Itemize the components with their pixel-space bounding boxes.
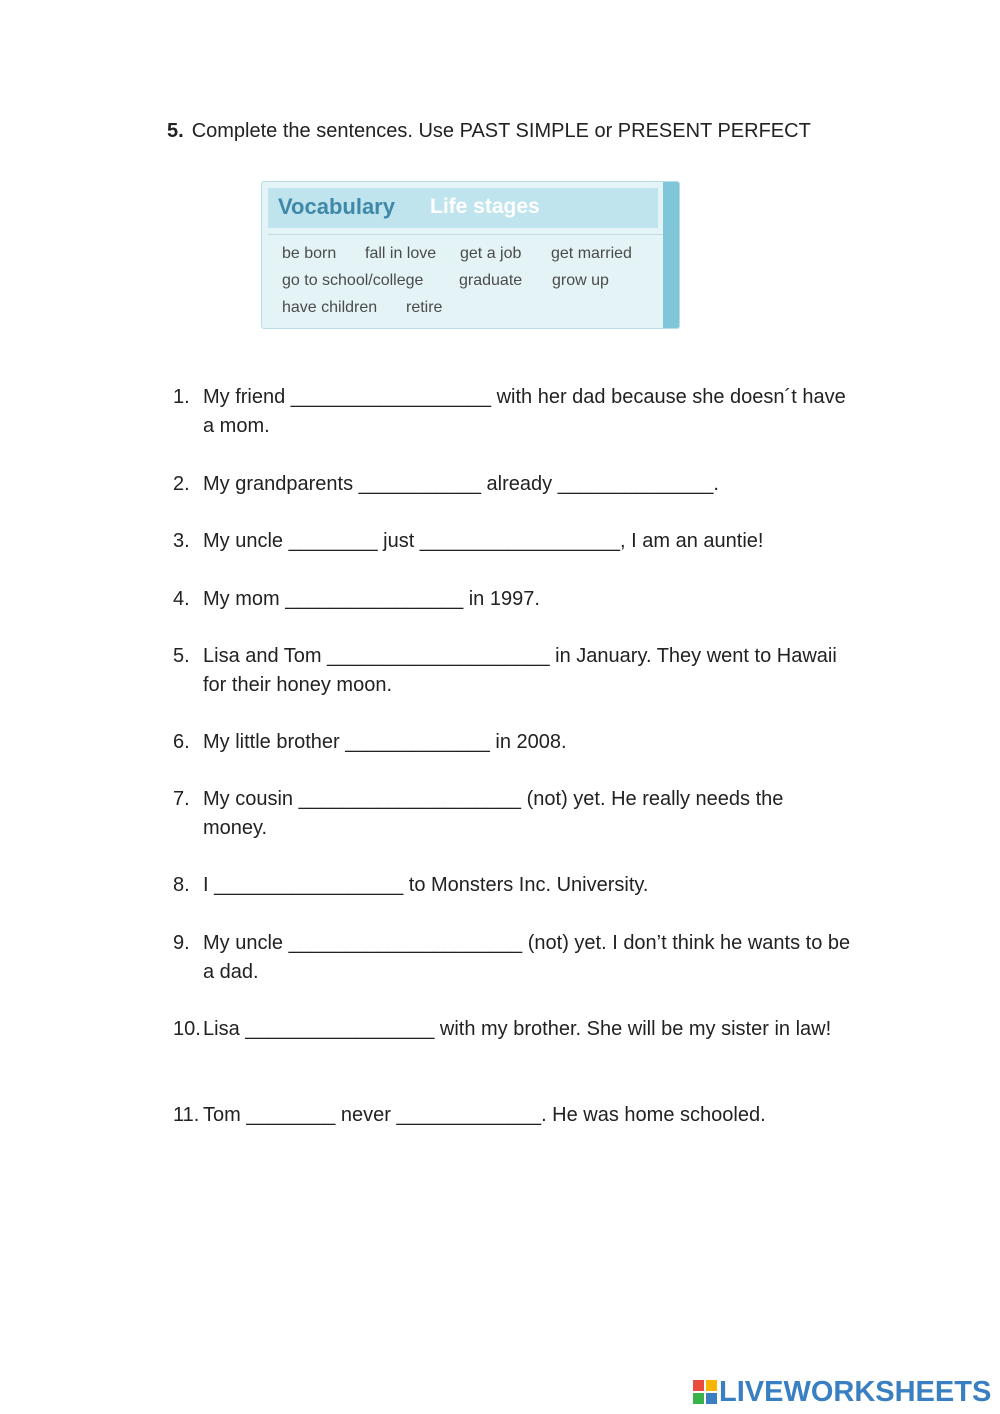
item-number: 6. — [173, 731, 190, 753]
vocabulary-title: Vocabulary — [278, 194, 395, 219]
instruction-text: Complete the sentences. Use PAST SIMPLE or PRESENT PERFECT — [191, 120, 811, 142]
item-text: Lisa _________________ with my brother. She will be my sister in law! — [203, 1018, 832, 1040]
vocab-word: graduate — [459, 272, 523, 289]
item-number: 4. — [173, 588, 190, 610]
vocab-word: fall in love — [365, 245, 437, 262]
item-text: I _________________ to Monsters Inc. University. — [203, 874, 649, 896]
item-text: My cousin ____________________ (not) yet. He really needs the money. — [203, 788, 784, 839]
vocabulary-divider — [268, 234, 663, 235]
exercise-instruction — [167, 120, 811, 143]
item-text: My friend __________________ with her dad because she doesn´t have a mom. — [203, 386, 846, 437]
vocab-word: retire — [406, 299, 443, 316]
vocabulary-box — [261, 181, 680, 329]
item-number: 11. — [173, 1104, 200, 1126]
item-number: 5. — [173, 645, 190, 667]
item-text: Lisa and Tom ____________________ in January. They went to Hawaii for their honey moon. — [203, 645, 837, 696]
item-text: My mom ________________ in 1997. — [203, 588, 540, 610]
vocab-word: get married — [551, 245, 632, 262]
vocab-word: have children — [282, 299, 378, 316]
item-text: My uncle _____________________ (not) yet. I don’t think he wants to be a dad. — [203, 932, 851, 983]
vocab-word: grow up — [552, 272, 609, 289]
vocab-word: get a job — [460, 245, 522, 262]
item-number: 1. — [173, 386, 190, 408]
item-number: 10. — [173, 1018, 201, 1040]
item-number: 7. — [173, 788, 190, 810]
vocabulary-edge — [663, 182, 679, 328]
liveworksheets-logo-text: LIVEWORKSHEETS — [719, 1376, 992, 1408]
item-number: 3. — [173, 530, 190, 552]
vocab-word: go to school/college — [282, 272, 424, 289]
vocab-word: be born — [282, 245, 337, 262]
item-text: My uncle ________ just __________________, I am an auntie! — [203, 530, 764, 552]
vocabulary-subtitle: Life stages — [430, 195, 540, 218]
item-text: My little brother _____________ in 2008. — [203, 731, 567, 753]
exercise-number: 5. — [167, 120, 184, 142]
liveworksheets-logo-icon — [693, 1380, 717, 1404]
item-number: 8. — [173, 874, 190, 896]
item-number: 9. — [173, 932, 190, 954]
item-text: My grandparents ___________ already ______________. — [203, 473, 719, 495]
item-number: 2. — [173, 473, 190, 495]
item-text: Tom ________ never _____________. He was home schooled. — [203, 1104, 766, 1126]
